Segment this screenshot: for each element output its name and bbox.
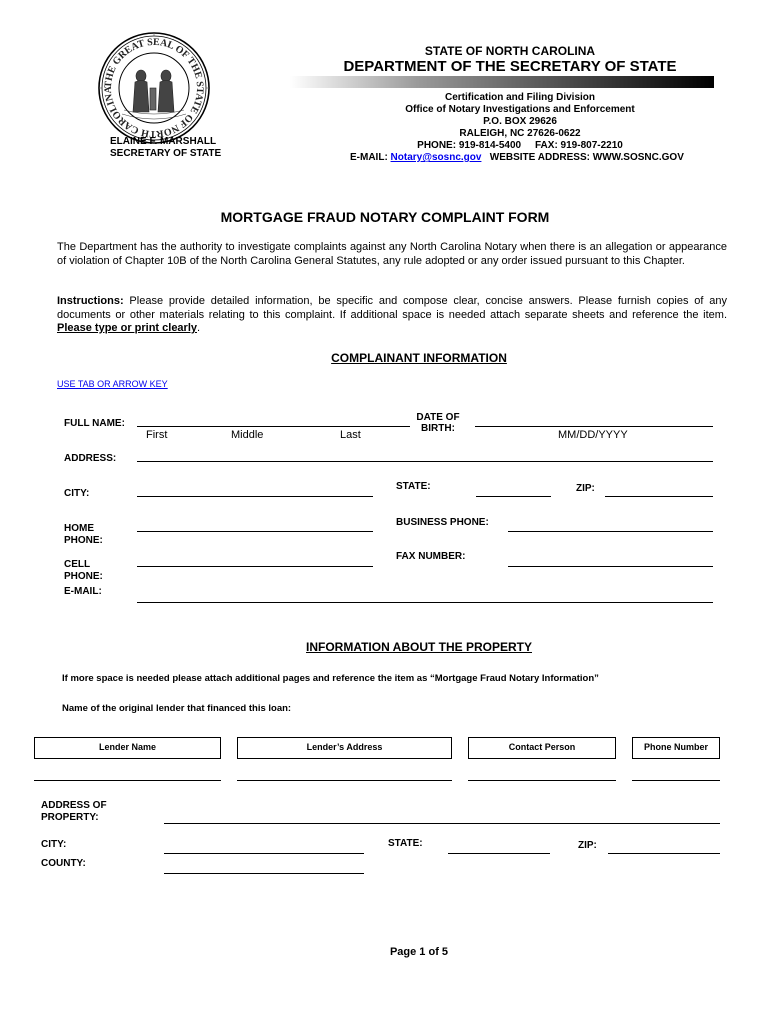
tab-hint-link[interactable]: USE TAB OR ARROW KEY — [57, 379, 168, 389]
intro-text: The Department has the authority to investigate complaints against any North Carolina Notary when there is an allegation or appearance of violation of Chapter 10B of the North Carolina General Statutes, any rule adopted or any order issued pursuant to this Chapter. — [57, 241, 727, 267]
intro-paragraph — [57, 241, 727, 268]
email-label: E-MAIL: — [64, 586, 102, 597]
city-input[interactable] — [137, 496, 373, 497]
contact-person-header: Contact Person — [468, 737, 616, 759]
full-name-label: FULL NAME: — [64, 418, 125, 429]
dob-format: MM/DD/YYYY — [558, 429, 628, 441]
secretary-title: SECRETARY OF STATE — [110, 148, 222, 159]
lender-prompt: Name of the original lender that financed this loan: — [62, 703, 292, 714]
page-number: Page 1 of 5 — [389, 946, 449, 958]
phone-number-header: Phone Number — [632, 737, 720, 759]
email-input[interactable] — [137, 602, 713, 603]
phone-fax: PHONE: 919-814-5400 FAX: 919-807-2210 — [417, 140, 623, 151]
phone-number-input[interactable] — [632, 780, 720, 781]
property-zip-label: ZIP: — [578, 840, 597, 851]
seal-text: THE GREAT SEAL OF THE STATE OF NORTH CAROLINA — [102, 36, 206, 140]
website: WEBSITE ADDRESS: WWW.SOSNC.GOV — [489, 152, 684, 163]
secretary-name: ELAINE F. MARSHALL — [110, 136, 217, 147]
property-state-input[interactable] — [448, 853, 550, 854]
dob-input[interactable] — [475, 426, 713, 427]
home-phone-label: HOME PHONE: — [64, 523, 103, 546]
header-rule — [290, 76, 714, 88]
instructions-emphasis: Please type or print clearly — [57, 322, 198, 334]
property-address-label: ADDRESS OF PROPERTY: — [41, 800, 107, 823]
instructions-paragraph: Instructions: Please provide detailed information, be specific and compose clear, concise answers. Please furnish copies of any documents or other materials relating to this complaint. If additional space is needed attach separate sheets and reference the item. Please type or print clearly. — [57, 295, 727, 334]
lender-address-input[interactable] — [237, 780, 452, 781]
fax-label: FAX NUMBER: — [396, 551, 466, 562]
department-name: DEPARTMENT OF THE SECRETARY OF STATE — [343, 58, 677, 75]
property-state-label: STATE: — [388, 838, 423, 849]
property-city-label: CITY: — [41, 839, 67, 850]
complainant-heading: COMPLAINANT INFORMATION — [331, 351, 507, 365]
address-input[interactable] — [137, 461, 713, 462]
instructions-text: Please provide detailed information, be specific and compose clear, concise answers. Please furnish copies of any documents or other materials relating to this complaint. If additional space is needed attach separate sheets and reference the item. — [57, 295, 727, 321]
last-sublabel: Last — [340, 429, 361, 441]
full-name-input[interactable] — [137, 426, 410, 427]
state-seal — [98, 32, 210, 144]
form-title: MORTGAGE FRAUD NOTARY COMPLAINT FORM — [220, 209, 550, 225]
property-city-input[interactable] — [164, 853, 364, 854]
state-name: STATE OF NORTH CAROLINA — [424, 44, 596, 58]
office: Office of Notary Investigations and Enforcement — [405, 104, 635, 115]
county-label: COUNTY: — [41, 858, 86, 869]
lender-name-input[interactable] — [34, 780, 221, 781]
business-phone-input[interactable] — [508, 531, 713, 532]
county-input[interactable] — [164, 873, 364, 874]
middle-sublabel: Middle — [231, 429, 264, 441]
state-label: STATE: — [396, 481, 431, 492]
division: Certification and Filing Division — [444, 92, 595, 103]
city-label: CITY: — [64, 488, 90, 499]
property-address-input[interactable] — [164, 823, 720, 824]
lender-name-header: Lender Name — [34, 737, 221, 759]
home-phone-input[interactable] — [137, 531, 373, 532]
city-state-zip: RALEIGH, NC 27626-0622 — [459, 128, 581, 139]
dob-label: DATE OF BIRTH: — [416, 412, 460, 434]
state-input[interactable] — [476, 496, 551, 497]
instructions-label: Instructions: — [57, 295, 124, 307]
cell-phone-label: CELL PHONE: — [64, 559, 103, 582]
cell-phone-input[interactable] — [137, 566, 373, 567]
fax-input[interactable] — [508, 566, 713, 567]
contact-line — [350, 152, 684, 163]
property-zip-input[interactable] — [608, 853, 720, 854]
first-sublabel: First — [146, 429, 168, 441]
property-note: If more space is needed please attach additional pages and reference the item as “Mortgage Fraud Notary Information” — [62, 673, 599, 684]
zip-input[interactable] — [605, 496, 713, 497]
email-link[interactable]: Notary@sosnc.gov — [390, 152, 482, 163]
business-phone-label: BUSINESS PHONE: — [396, 517, 489, 528]
address-label: ADDRESS: — [64, 453, 117, 464]
lender-address-header: Lender’s Address — [237, 737, 452, 759]
po-box: P.O. BOX 29626 — [483, 116, 557, 127]
property-heading: INFORMATION ABOUT THE PROPERTY — [306, 640, 532, 654]
contact-person-input[interactable] — [468, 780, 616, 781]
email-label: E-MAIL: — [350, 152, 391, 163]
zip-label: ZIP: — [576, 483, 595, 494]
